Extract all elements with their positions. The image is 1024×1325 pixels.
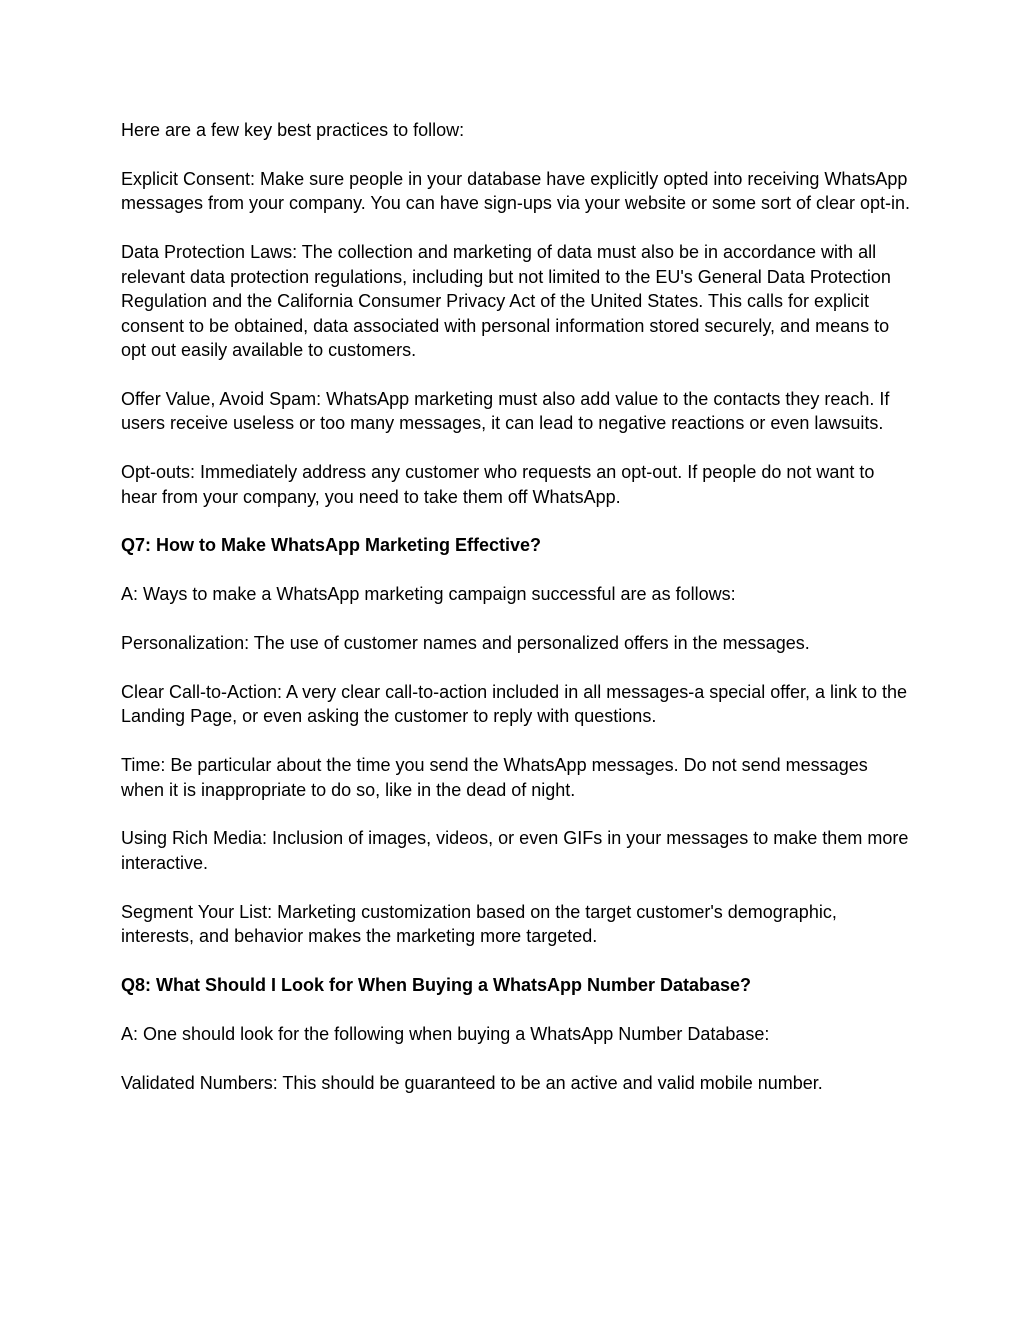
document-page <box>121 118 911 1119</box>
intro-paragraph: Here are a few key best practices to follow: <box>121 120 465 140</box>
q8-answer-paragraph: A: One should look for the following when buying a WhatsApp Number Database: <box>121 1023 770 1044</box>
opt-outs-paragraph: Opt-outs: Immediately address any customer who requests an opt-out. If people do not want to hear from your company, you need to take them off WhatsApp. <box>121 462 875 507</box>
offer-value-paragraph: Offer Value, Avoid Spam: WhatsApp marketing must also add value to the contacts they reach. If users receive useless or too many messages, it can lead to negative reactions or even lawsuits. <box>121 388 890 434</box>
q8-heading: Q8: What Should I Look for When Buying a WhatsApp Number Database? <box>121 975 752 996</box>
segment-list-paragraph: Segment Your List: Marketing customization based on the target customer's demographic, interests, and behavior makes the marketing more targeted. <box>121 901 837 947</box>
personalization-paragraph: Personalization: The use of customer names and personalized offers in the messages. <box>121 633 810 654</box>
q7-answer-paragraph: A: Ways to make a WhatsApp marketing campaign successful are as follows: <box>121 584 736 605</box>
data-protection-paragraph: Data Protection Laws: The collection and marketing of data must also be in accordance with all relevant data protection regulations, including but not limited to the EU's General Data Protection Regulation and the California Consumer Privacy Act of the United States. This calls for explicit consent to be obtained, data associated with personal information stored securely, and means to opt out easily available to customers. <box>121 242 891 361</box>
explicit-consent-paragraph: Explicit Consent: Make sure people in your database have explicitly opted into receiving WhatsApp messages from your company. You can have sign-ups via your website or some sort of clear opt-in. <box>121 168 911 214</box>
q7-heading: Q7: How to Make WhatsApp Marketing Effective? <box>121 535 542 556</box>
call-to-action-paragraph: Clear Call-to-Action: A very clear call-to-action included in all messages-a special offer, a link to the Landing Page, or even asking the customer to reply with questions. <box>121 681 908 727</box>
rich-media-paragraph: Using Rich Media: Inclusion of images, videos, or even GIFs in your messages to make them more interactive. <box>121 828 909 873</box>
time-paragraph: Time: Be particular about the time you send the WhatsApp messages. Do not send messages when it is inappropriate to do so, like in the dead of night. <box>121 755 868 800</box>
validated-numbers-paragraph: Validated Numbers: This should be guaranteed to be an active and valid mobile number. <box>121 1072 823 1093</box>
